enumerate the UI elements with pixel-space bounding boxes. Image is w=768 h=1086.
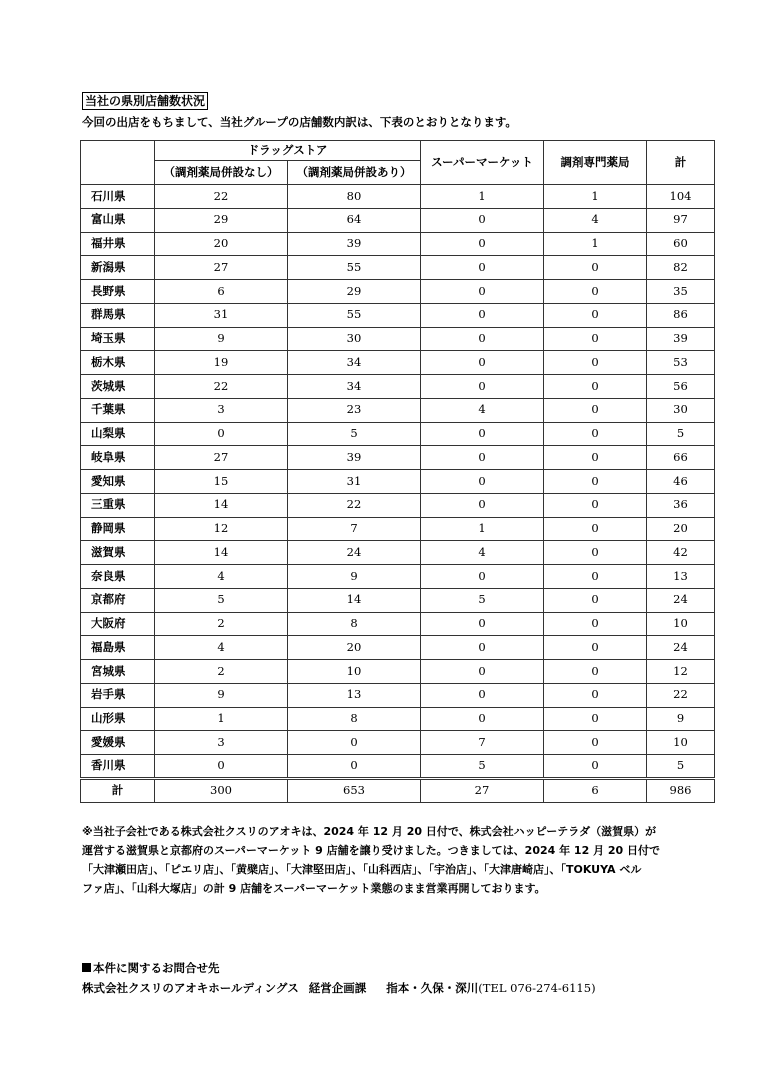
contact-line bbox=[82, 980, 596, 996]
cell-drugstore-without: 1 bbox=[155, 707, 288, 731]
cell-drugstore-without: 12 bbox=[155, 517, 288, 541]
table-row bbox=[81, 612, 715, 636]
cell-drugstore-without: 2 bbox=[155, 612, 288, 636]
cell-pharmacy: 0 bbox=[544, 660, 647, 684]
prefecture-name: 愛知県 bbox=[81, 470, 155, 494]
cell-supermarket: 1 bbox=[421, 185, 544, 209]
table-row bbox=[81, 683, 715, 707]
cell-supermarket: 0 bbox=[421, 636, 544, 660]
table-row bbox=[81, 517, 715, 541]
cell-supermarket: 7 bbox=[421, 731, 544, 755]
cell-pharmacy: 1 bbox=[544, 185, 647, 209]
cell-pharmacy: 0 bbox=[544, 755, 647, 779]
cell-drugstore-with: 55 bbox=[288, 256, 421, 280]
header-total: 計 bbox=[647, 141, 715, 185]
prefecture-name: 新潟県 bbox=[81, 256, 155, 280]
footnote-line: 運営する滋賀県と京都府のスーパーマーケット 9 店舗を譲り受けました。つきましては、2024 年 12 月 20 日付で bbox=[82, 844, 661, 857]
cell-supermarket: 0 bbox=[421, 280, 544, 304]
cell-row-total: 22 bbox=[647, 683, 715, 707]
cell-pharmacy: 1 bbox=[544, 232, 647, 256]
cell-drugstore-with: 34 bbox=[288, 375, 421, 399]
cell-pharmacy: 0 bbox=[544, 541, 647, 565]
cell-row-total: 86 bbox=[647, 303, 715, 327]
prefecture-name: 栃木県 bbox=[81, 351, 155, 375]
cell-row-total: 12 bbox=[647, 660, 715, 684]
cell-row-total: 20 bbox=[647, 517, 715, 541]
cell-supermarket: 0 bbox=[421, 446, 544, 470]
cell-drugstore-with: 39 bbox=[288, 232, 421, 256]
cell-drugstore-without: 27 bbox=[155, 446, 288, 470]
table-row bbox=[81, 446, 715, 470]
cell-supermarket: 0 bbox=[421, 351, 544, 375]
cell-supermarket: 5 bbox=[421, 588, 544, 612]
cell-supermarket: 0 bbox=[421, 303, 544, 327]
cell-drugstore-with: 8 bbox=[288, 707, 421, 731]
header-drugstore-without-pharmacy: （調剤薬局併設なし） bbox=[155, 161, 288, 185]
prefecture-name: 山形県 bbox=[81, 707, 155, 731]
cell-drugstore-without: 31 bbox=[155, 303, 288, 327]
table-row bbox=[81, 541, 715, 565]
table-row bbox=[81, 422, 715, 446]
cell-drugstore-with: 8 bbox=[288, 612, 421, 636]
cell-pharmacy: 0 bbox=[544, 327, 647, 351]
cell-drugstore-with: 31 bbox=[288, 470, 421, 494]
cell-row-total: 60 bbox=[647, 232, 715, 256]
cell-drugstore-without: 14 bbox=[155, 493, 288, 517]
cell-drugstore-with: 10 bbox=[288, 660, 421, 684]
table-row bbox=[81, 351, 715, 375]
cell-supermarket: 0 bbox=[421, 660, 544, 684]
table-row bbox=[81, 707, 715, 731]
cell-drugstore-with: 22 bbox=[288, 493, 421, 517]
cell-drugstore-with: 64 bbox=[288, 208, 421, 232]
table-row bbox=[81, 280, 715, 304]
prefecture-name: 埼玉県 bbox=[81, 327, 155, 351]
cell-drugstore-with: 0 bbox=[288, 755, 421, 779]
contact-heading bbox=[82, 960, 220, 976]
cell-drugstore-without: 9 bbox=[155, 327, 288, 351]
cell-drugstore-with: 29 bbox=[288, 280, 421, 304]
footnote bbox=[82, 822, 722, 898]
cell-pharmacy: 0 bbox=[544, 683, 647, 707]
cell-pharmacy: 0 bbox=[544, 398, 647, 422]
prefecture-name: 岩手県 bbox=[81, 683, 155, 707]
prefecture-name: 岐阜県 bbox=[81, 446, 155, 470]
cell-row-total: 46 bbox=[647, 470, 715, 494]
cell-drugstore-with: 20 bbox=[288, 636, 421, 660]
table-row bbox=[81, 256, 715, 280]
cell-drugstore-without: 19 bbox=[155, 351, 288, 375]
contact-company: 株式会社クスリのアオキホールディングス bbox=[82, 981, 299, 995]
total-label: 計 bbox=[81, 778, 155, 802]
cell-row-total: 10 bbox=[647, 612, 715, 636]
cell-drugstore-without: 15 bbox=[155, 470, 288, 494]
cell-pharmacy: 0 bbox=[544, 256, 647, 280]
prefecture-name: 福井県 bbox=[81, 232, 155, 256]
cell-row-total: 5 bbox=[647, 755, 715, 779]
cell-supermarket: 4 bbox=[421, 541, 544, 565]
cell-pharmacy: 4 bbox=[544, 208, 647, 232]
table-row bbox=[81, 327, 715, 351]
cell-drugstore-without: 2 bbox=[155, 660, 288, 684]
cell-row-total: 39 bbox=[647, 327, 715, 351]
prefecture-name: 茨城県 bbox=[81, 375, 155, 399]
cell-supermarket: 0 bbox=[421, 493, 544, 517]
cell-row-total: 42 bbox=[647, 541, 715, 565]
cell-row-total: 24 bbox=[647, 588, 715, 612]
cell-supermarket: 5 bbox=[421, 755, 544, 779]
cell-pharmacy: 0 bbox=[544, 636, 647, 660]
contact-persons: 指本・久保・深川 bbox=[386, 981, 479, 995]
total-pharmacy: 6 bbox=[544, 778, 647, 802]
cell-pharmacy: 0 bbox=[544, 280, 647, 304]
cell-row-total: 10 bbox=[647, 731, 715, 755]
header-prefecture bbox=[81, 141, 155, 185]
cell-drugstore-with: 23 bbox=[288, 398, 421, 422]
cell-drugstore-without: 4 bbox=[155, 565, 288, 589]
footnote-line: ファ店」、「山科大塚店」の計 9 店舗をスーパーマーケット業態のまま営業再開しております。 bbox=[82, 882, 546, 895]
cell-row-total: 35 bbox=[647, 280, 715, 304]
table-row bbox=[81, 731, 715, 755]
cell-pharmacy: 0 bbox=[544, 351, 647, 375]
header-pharmacy: 調剤専門薬局 bbox=[544, 141, 647, 185]
cell-supermarket: 0 bbox=[421, 422, 544, 446]
table-row bbox=[81, 398, 715, 422]
cell-drugstore-without: 3 bbox=[155, 398, 288, 422]
cell-supermarket: 0 bbox=[421, 232, 544, 256]
cell-drugstore-with: 30 bbox=[288, 327, 421, 351]
table-row bbox=[81, 565, 715, 589]
header-drugstore-with-pharmacy: （調剤薬局併設あり） bbox=[288, 161, 421, 185]
cell-drugstore-without: 5 bbox=[155, 588, 288, 612]
cell-drugstore-with: 0 bbox=[288, 731, 421, 755]
cell-pharmacy: 0 bbox=[544, 446, 647, 470]
contact-tel: (TEL 076-274-6115) bbox=[478, 981, 596, 995]
contact-department: 経営企画課 bbox=[308, 981, 367, 995]
cell-supermarket: 0 bbox=[421, 375, 544, 399]
cell-drugstore-without: 20 bbox=[155, 232, 288, 256]
cell-pharmacy: 0 bbox=[544, 731, 647, 755]
cell-drugstore-without: 14 bbox=[155, 541, 288, 565]
cell-row-total: 30 bbox=[647, 398, 715, 422]
cell-row-total: 9 bbox=[647, 707, 715, 731]
prefecture-name: 京都府 bbox=[81, 588, 155, 612]
table-row bbox=[81, 660, 715, 684]
table-row bbox=[81, 375, 715, 399]
footnote-line: ※当社子会社である株式会社クスリのアオキは、2024 年 12 月 20 日付で、株式会社ハッピーテラダ（滋賀県）が bbox=[82, 825, 657, 838]
prefecture-name: 山梨県 bbox=[81, 422, 155, 446]
table-row bbox=[81, 636, 715, 660]
table-row bbox=[81, 208, 715, 232]
cell-supermarket: 0 bbox=[421, 683, 544, 707]
cell-drugstore-without: 0 bbox=[155, 755, 288, 779]
cell-row-total: 97 bbox=[647, 208, 715, 232]
total-grand: 986 bbox=[647, 778, 715, 802]
header-drugstore: ドラッグストア bbox=[155, 141, 421, 161]
cell-drugstore-without: 3 bbox=[155, 731, 288, 755]
contact-heading-text: 本件に関するお問合せ先 bbox=[93, 961, 220, 975]
cell-supermarket: 0 bbox=[421, 327, 544, 351]
cell-pharmacy: 0 bbox=[544, 588, 647, 612]
cell-drugstore-with: 34 bbox=[288, 351, 421, 375]
cell-drugstore-without: 27 bbox=[155, 256, 288, 280]
prefecture-name: 福島県 bbox=[81, 636, 155, 660]
cell-row-total: 24 bbox=[647, 636, 715, 660]
table-row bbox=[81, 755, 715, 779]
cell-drugstore-with: 13 bbox=[288, 683, 421, 707]
prefecture-name: 宮城県 bbox=[81, 660, 155, 684]
cell-drugstore-with: 55 bbox=[288, 303, 421, 327]
cell-drugstore-without: 9 bbox=[155, 683, 288, 707]
prefecture-name: 長野県 bbox=[81, 280, 155, 304]
cell-pharmacy: 0 bbox=[544, 303, 647, 327]
table-row bbox=[81, 493, 715, 517]
table-total-row bbox=[81, 778, 715, 802]
table-row bbox=[81, 470, 715, 494]
cell-row-total: 104 bbox=[647, 185, 715, 209]
square-bullet-icon bbox=[82, 963, 91, 972]
prefecture-name: 群馬県 bbox=[81, 303, 155, 327]
cell-drugstore-without: 6 bbox=[155, 280, 288, 304]
prefecture-name: 千葉県 bbox=[81, 398, 155, 422]
cell-row-total: 56 bbox=[647, 375, 715, 399]
cell-drugstore-without: 29 bbox=[155, 208, 288, 232]
cell-pharmacy: 0 bbox=[544, 707, 647, 731]
cell-supermarket: 0 bbox=[421, 208, 544, 232]
cell-supermarket: 0 bbox=[421, 612, 544, 636]
cell-drugstore-without: 22 bbox=[155, 185, 288, 209]
total-supermarket: 27 bbox=[421, 778, 544, 802]
cell-drugstore-with: 9 bbox=[288, 565, 421, 589]
cell-drugstore-with: 80 bbox=[288, 185, 421, 209]
intro-text: 今回の出店をもちまして、当社グループの店舗数内訳は、下表のとおりとなります。 bbox=[82, 115, 517, 129]
cell-supermarket: 0 bbox=[421, 565, 544, 589]
cell-supermarket: 0 bbox=[421, 256, 544, 280]
cell-pharmacy: 0 bbox=[544, 493, 647, 517]
prefecture-name: 香川県 bbox=[81, 755, 155, 779]
prefecture-name: 奈良県 bbox=[81, 565, 155, 589]
prefecture-name: 愛媛県 bbox=[81, 731, 155, 755]
cell-pharmacy: 0 bbox=[544, 517, 647, 541]
cell-pharmacy: 0 bbox=[544, 422, 647, 446]
prefecture-name: 大阪府 bbox=[81, 612, 155, 636]
cell-drugstore-with: 7 bbox=[288, 517, 421, 541]
prefecture-name: 静岡県 bbox=[81, 517, 155, 541]
cell-row-total: 82 bbox=[647, 256, 715, 280]
table-row bbox=[81, 588, 715, 612]
prefecture-name: 三重県 bbox=[81, 493, 155, 517]
header-supermarket: スーパーマーケット bbox=[421, 141, 544, 185]
cell-pharmacy: 0 bbox=[544, 375, 647, 399]
prefecture-name: 富山県 bbox=[81, 208, 155, 232]
cell-row-total: 36 bbox=[647, 493, 715, 517]
cell-row-total: 66 bbox=[647, 446, 715, 470]
table-row bbox=[81, 185, 715, 209]
cell-drugstore-with: 14 bbox=[288, 588, 421, 612]
cell-drugstore-with: 5 bbox=[288, 422, 421, 446]
total-drugstore-with: 653 bbox=[288, 778, 421, 802]
cell-supermarket: 0 bbox=[421, 707, 544, 731]
cell-pharmacy: 0 bbox=[544, 612, 647, 636]
cell-row-total: 13 bbox=[647, 565, 715, 589]
cell-drugstore-with: 24 bbox=[288, 541, 421, 565]
table-row bbox=[81, 303, 715, 327]
store-count-table bbox=[80, 140, 715, 803]
cell-supermarket: 0 bbox=[421, 470, 544, 494]
cell-drugstore-without: 4 bbox=[155, 636, 288, 660]
footnote-line: 「大津瀬田店」、「ピエリ店」、「黄檗店」、「大津堅田店」、「山科西店」、「宇治店」、「大津唐崎店」、「TOKUYA ベル bbox=[82, 863, 642, 876]
table-row bbox=[81, 232, 715, 256]
cell-pharmacy: 0 bbox=[544, 470, 647, 494]
table-body bbox=[81, 185, 715, 779]
cell-supermarket: 1 bbox=[421, 517, 544, 541]
section-title: 当社の県別店舗数状況 bbox=[82, 92, 208, 110]
cell-drugstore-without: 0 bbox=[155, 422, 288, 446]
cell-supermarket: 4 bbox=[421, 398, 544, 422]
cell-drugstore-without: 22 bbox=[155, 375, 288, 399]
cell-drugstore-with: 39 bbox=[288, 446, 421, 470]
total-drugstore-without: 300 bbox=[155, 778, 288, 802]
prefecture-name: 石川県 bbox=[81, 185, 155, 209]
cell-pharmacy: 0 bbox=[544, 565, 647, 589]
prefecture-name: 滋賀県 bbox=[81, 541, 155, 565]
cell-row-total: 5 bbox=[647, 422, 715, 446]
cell-row-total: 53 bbox=[647, 351, 715, 375]
